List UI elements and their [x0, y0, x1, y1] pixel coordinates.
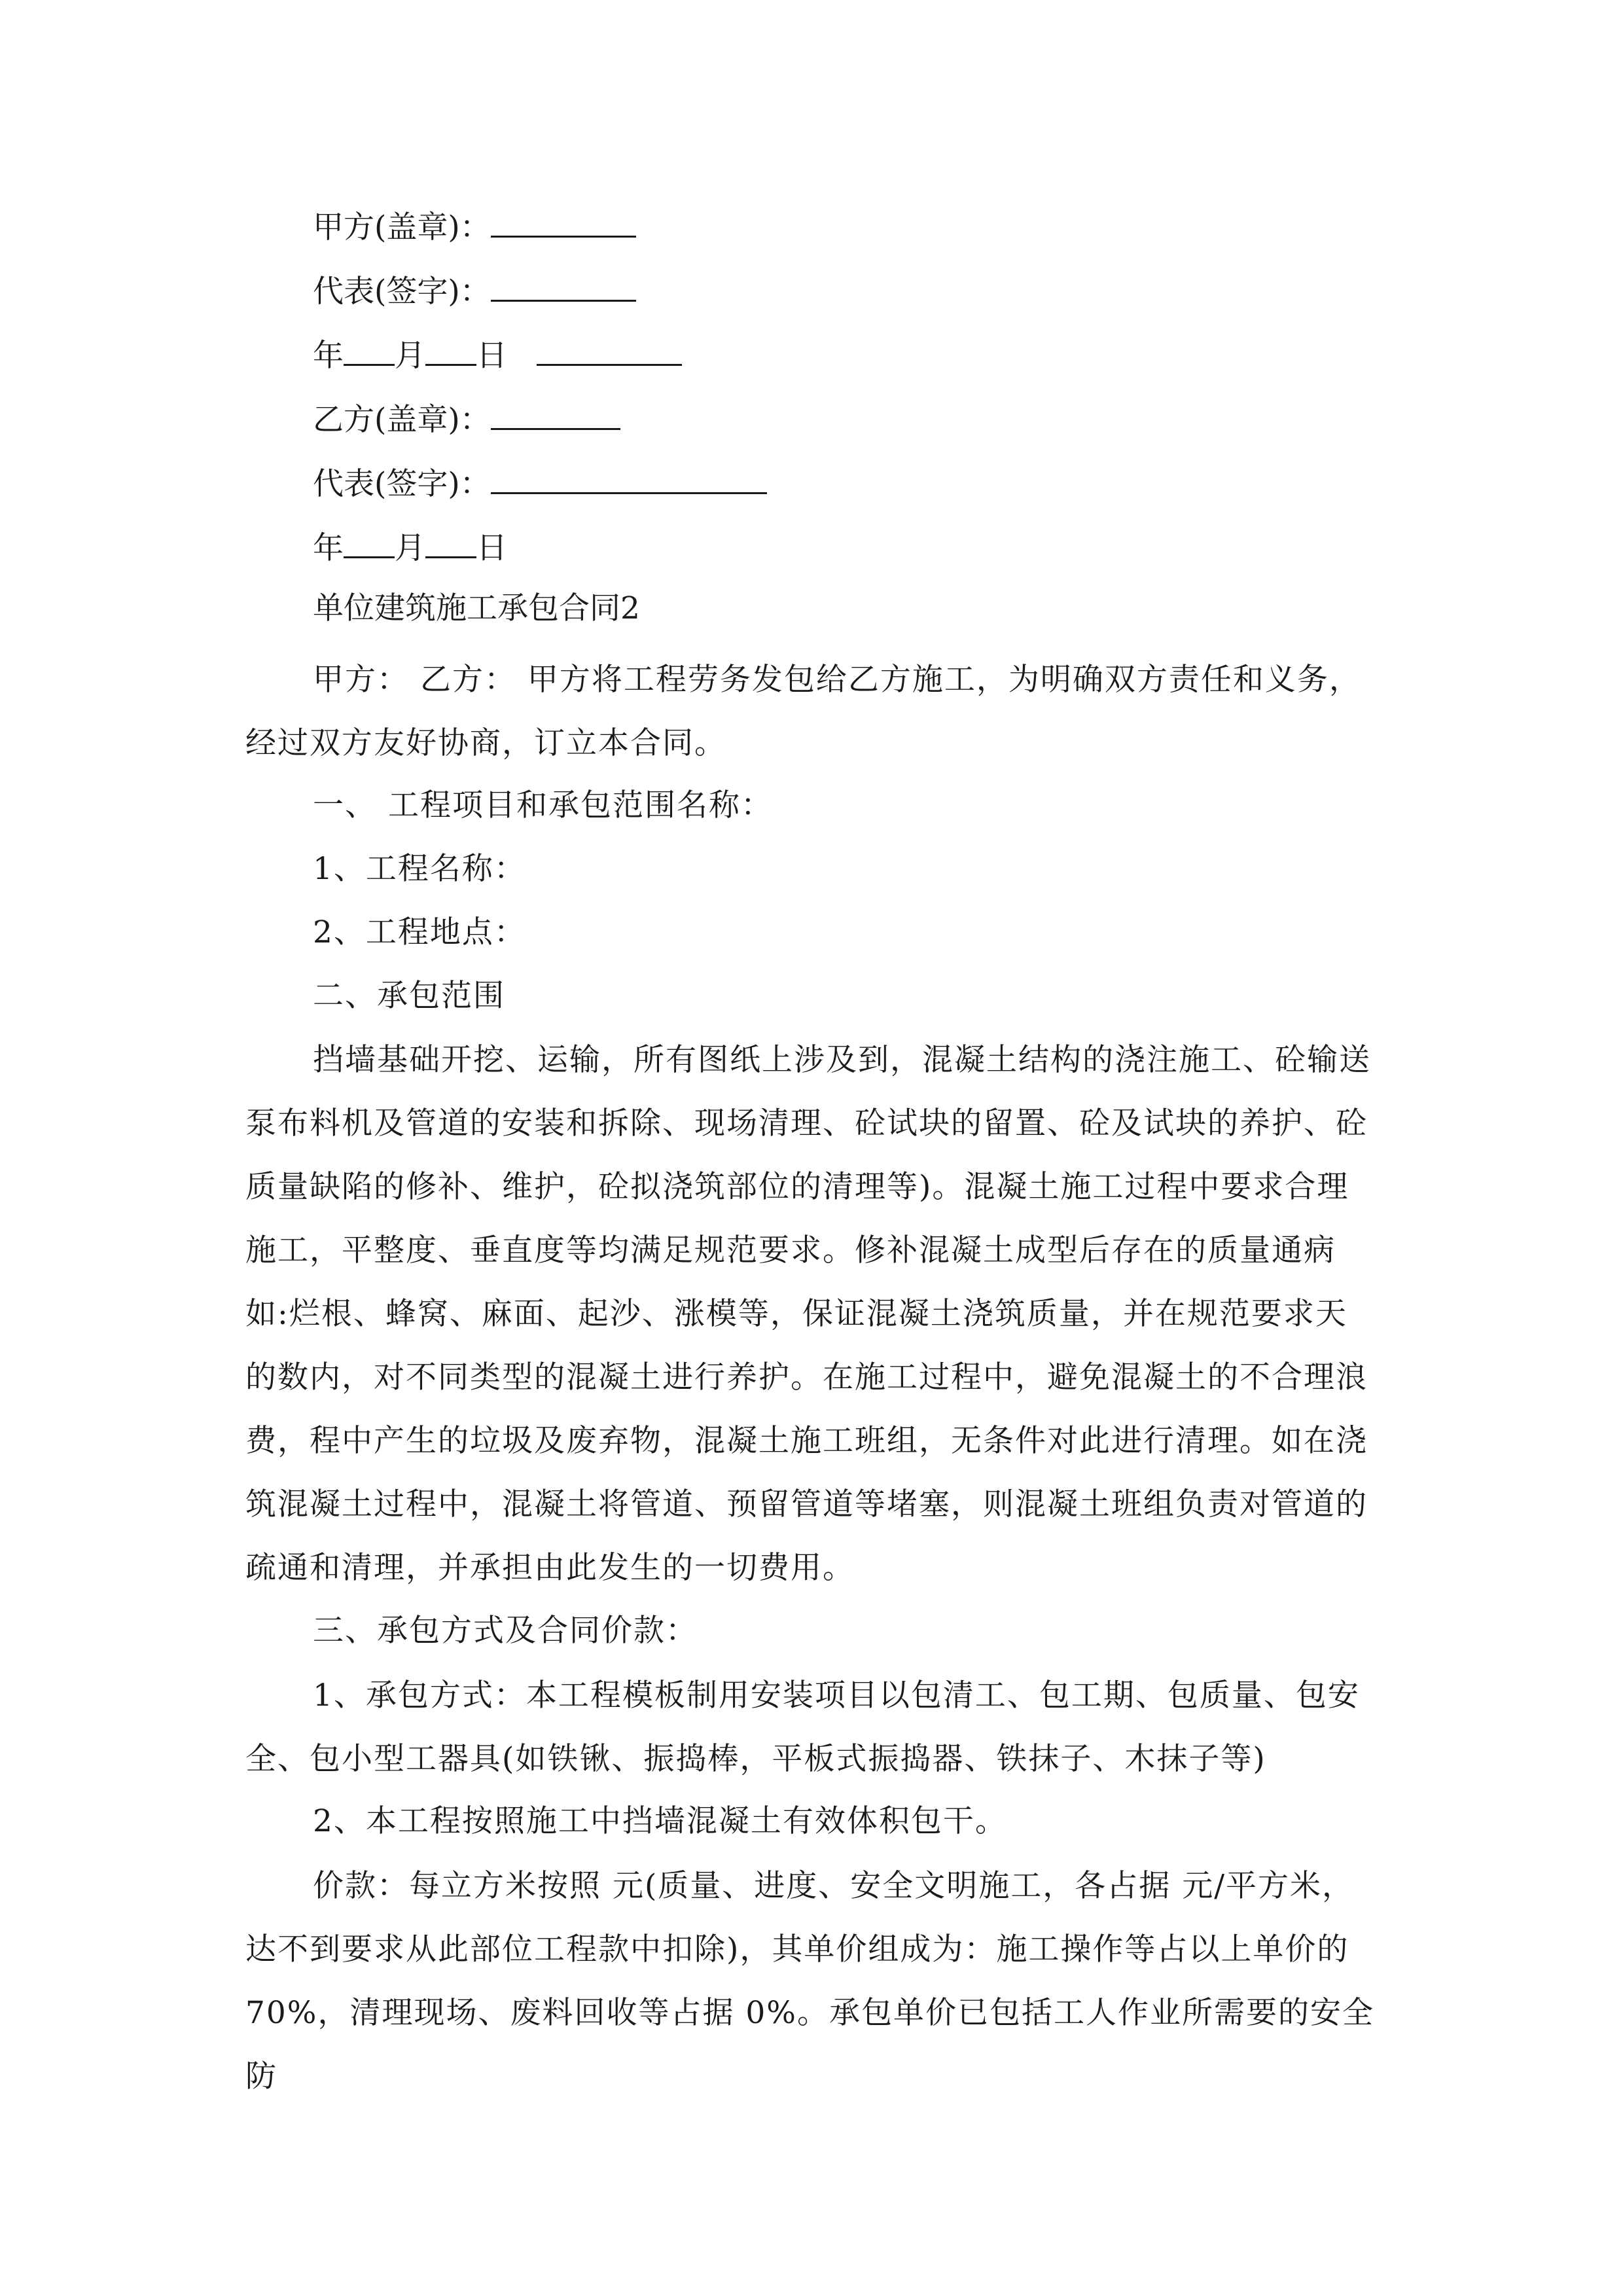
- party-b-seal-line: [313, 399, 620, 440]
- rep-a-line: [313, 271, 636, 312]
- rep-b-label: 代表(签字)：: [313, 466, 491, 502]
- intro-text: 甲方： 乙方： 甲方将工程劳务发包给乙方施工，为明确双方责任和义务，经过双方友好协商，订立本合同。: [245, 662, 1361, 761]
- scope-paragraph: [245, 1028, 1378, 1600]
- date-b-month: 月: [395, 530, 425, 566]
- scope-text: 挡墙基础开挖、运输，所有图纸上涉及到，混凝土结构的浇注施工、砼输送泵布料机及管道的安装和拆除、现场清理、砼试块的留置、砼及试块的养护、砼质量缺陷的修补、维护，砼拟浇筑部位的清理等)。混凝土施工过程中要求合理施工，平整度、垂直度等均满足规范要求。修补混凝土成型后存在的质量通病如:烂根、蜂窝、麻面、起沙、涨模等，保证混凝土浇筑质量，并在规范要求天的数内，对不同类型的混凝土进行养护。在施工过程中，避免混凝土的不合理浪费，程中产生的垃圾及废弃物，混凝土施工班组，无条件对此进行清理。如在浇筑混凝土过程中，混凝土将管道、预留管道等堵塞，则混凝土班组负责对管道的疏通和清理，并承担由此发生的一切费用。: [245, 1042, 1371, 1586]
- section-2-heading: 二、承包范围: [313, 978, 505, 1014]
- date-b-day: 日: [476, 530, 507, 566]
- section-3-heading: 三、承包方式及合同价款：: [313, 1613, 698, 1649]
- item-project-name: 1、工程名称：: [313, 851, 526, 887]
- date-a-month: 月: [395, 338, 425, 374]
- date-b-line: [313, 528, 507, 568]
- party-a-seal-blank: [491, 207, 636, 238]
- section-1-heading: 一、 工程项目和承包范围名称：: [313, 787, 773, 823]
- price-text: 价款：每立方米按照 元(质量、进度、安全文明施工，各占据 元/平方米，达不到要求从此部位工程款中扣除)，其单价组成为：施工操作等占以上单价的70%，清理现场、废料回收等占据 0%。承包单价已包括工人作业所需要的安全防: [245, 1868, 1374, 2094]
- date-b-month-blank: [344, 528, 395, 558]
- date-b-day-blank: [425, 528, 476, 558]
- date-a-year: 年: [313, 338, 344, 374]
- party-a-seal-label: 甲方(盖章)：: [313, 209, 491, 245]
- party-b-seal-blank: [491, 399, 620, 430]
- date-a-day: 日: [476, 338, 507, 374]
- rep-b-blank: [491, 463, 767, 494]
- intro-paragraph: [245, 648, 1378, 775]
- item-project-location: 2、工程地点：: [313, 914, 526, 950]
- price-paragraph: [245, 1854, 1378, 2108]
- date-a-extra-blank: [537, 335, 682, 366]
- date-a-day-blank: [425, 335, 476, 366]
- party-b-seal-label: 乙方(盖章)：: [313, 402, 491, 438]
- contract-title: 单位建筑施工承包合同2: [313, 590, 640, 626]
- method-paragraph: [245, 1664, 1378, 1791]
- rep-a-blank: [491, 271, 636, 302]
- date-b-year: 年: [313, 530, 344, 566]
- date-a-line: [313, 335, 682, 376]
- party-a-seal-line: [313, 207, 636, 247]
- rep-a-label: 代表(签字)：: [313, 274, 491, 310]
- date-a-month-blank: [344, 335, 395, 366]
- item-volume-contract: 2、本工程按照施工中挡墙混凝土有效体积包干。: [313, 1803, 1007, 1839]
- method-text: 1、承包方式：本工程模板制用安装项目以包清工、包工期、包质量、包安全、包小型工器具(如铁锹、振捣棒，平板式振捣器、铁抹子、木抹子等): [245, 1677, 1360, 1777]
- rep-b-line: [313, 463, 767, 504]
